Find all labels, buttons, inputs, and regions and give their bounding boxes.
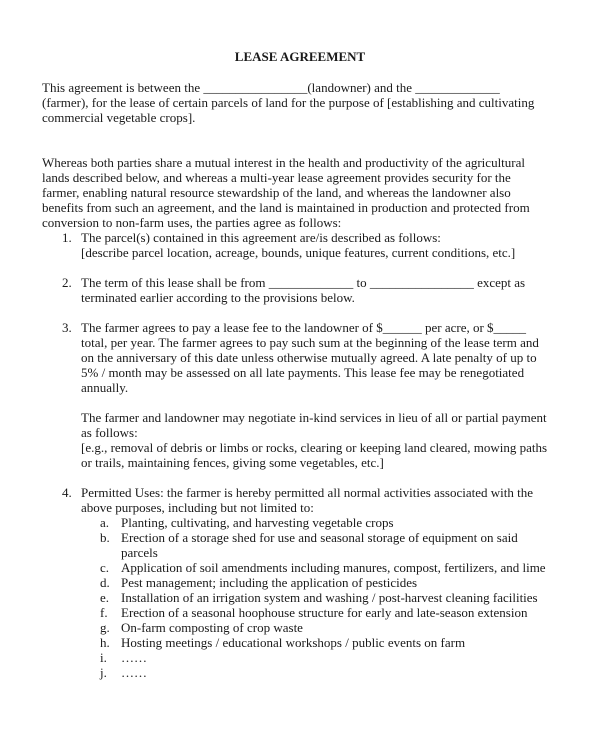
permitted-uses-list <box>100 515 546 680</box>
text-line: total, per year. The farmer agrees to pay such sum at the beginning of the lease term and <box>81 335 539 350</box>
list-item <box>100 530 546 560</box>
list-number: 4. <box>62 485 72 500</box>
list-letter: e. <box>100 590 110 605</box>
text-line: Erection of a seasonal hoophouse structure for early and late-season extension <box>121 605 528 620</box>
list-letter: d. <box>100 575 110 590</box>
clause-2 <box>62 275 525 305</box>
list-letter: a. <box>100 515 110 530</box>
text-line: or trails, maintaining fences, giving some vegetables, etc.] <box>81 455 384 470</box>
text-line: Application of soil amendments including manures, compost, fertilizers, and lime <box>121 560 546 575</box>
text-line: This agreement is between the ________________(landowner) and the _____________ <box>42 80 500 95</box>
text-line: …… <box>121 650 147 665</box>
list-number: 3. <box>62 320 72 335</box>
intro-paragraph <box>42 80 534 125</box>
text-line: benefits from such an agreement, and the land is maintained in production and protected from <box>42 200 530 215</box>
document-title: LEASE AGREEMENT <box>234 49 366 64</box>
clause-1 <box>62 230 515 260</box>
list-item <box>100 590 546 605</box>
list-item <box>100 620 546 635</box>
text-line: parcels <box>121 545 158 560</box>
list-item <box>100 665 546 680</box>
text-line: Hosting meetings / educational workshops / public events on farm <box>121 635 466 650</box>
text-line: annually. <box>81 380 129 395</box>
text-line: above purposes, including but not limited to: <box>81 500 314 515</box>
list-letter: f. <box>100 605 108 620</box>
inkind-paragraph <box>62 410 547 470</box>
text-line: The parcel(s) contained in this agreement are/is described as follows: <box>81 230 441 245</box>
text-line: conversion to non-farm uses, the parties agree as follows: <box>42 215 342 230</box>
text-line: Installation of an irrigation system and washing / post-harvest cleaning facilities <box>121 590 538 605</box>
text-line: farmer, enabling natural resource stewardship of the land, and whereas the landowner also <box>42 185 511 200</box>
list-item <box>100 635 546 650</box>
list-letter: c. <box>100 560 110 575</box>
list-item <box>100 515 546 530</box>
list-number: 2. <box>62 275 72 290</box>
list-number: 1. <box>62 230 72 245</box>
text-line: The farmer agrees to pay a lease fee to the landowner of $______ per acre, or $_____ <box>81 320 527 335</box>
text-line: The farmer and landowner may negotiate in-kind services in lieu of all or partial payment <box>81 410 547 425</box>
list-item <box>100 605 546 620</box>
clause-3 <box>62 320 539 395</box>
list-letter: b. <box>100 530 110 545</box>
text-line: …… <box>121 665 147 680</box>
list-letter: h. <box>100 635 110 650</box>
list-letter: g. <box>100 620 110 635</box>
text-line: Whereas both parties share a mutual interest in the health and productivity of the agricultural <box>42 155 525 170</box>
text-line: Permitted Uses: the farmer is hereby permitted all normal activities associated with the <box>81 485 533 500</box>
text-line: [e.g., removal of debris or limbs or rocks, clearing or keeping land cleared, mowing paths <box>81 440 548 455</box>
list-item <box>100 560 546 575</box>
whereas-paragraph <box>42 155 530 230</box>
text-line: (farmer), for the lease of certain parcels of land for the purpose of [establishing and cultivating <box>42 95 535 110</box>
text-line: Pest management; including the application of pesticides <box>121 575 418 590</box>
list-item <box>100 575 546 590</box>
text-line: 5% / month may be assessed on all late payments. This lease fee may be renegotiated <box>81 365 525 380</box>
text-line: [describe parcel location, acreage, bounds, unique features, current conditions, etc.] <box>81 245 516 260</box>
text-line: commercial vegetable crops]. <box>42 110 196 125</box>
text-line: On-farm composting of crop waste <box>121 620 303 635</box>
text-line: The term of this lease shall be from _____________ to ________________ except as <box>81 275 526 290</box>
text-line: lands described below, and whereas a multi-year lease agreement provides security for the <box>42 170 511 185</box>
text-line: on the anniversary of this date unless otherwise mutually agreed. A late penalty of up to <box>81 350 537 365</box>
text-line: Erection of a storage shed for use and seasonal storage of equipment on said <box>121 530 518 545</box>
list-letter: i. <box>100 650 107 665</box>
text-line: terminated earlier according to the provisions below. <box>81 290 355 305</box>
list-letter: j. <box>100 665 107 680</box>
text-line: as follows: <box>81 425 138 440</box>
clause-4 <box>62 485 533 515</box>
text-line: Planting, cultivating, and harvesting vegetable crops <box>121 515 394 530</box>
list-item <box>100 650 546 665</box>
